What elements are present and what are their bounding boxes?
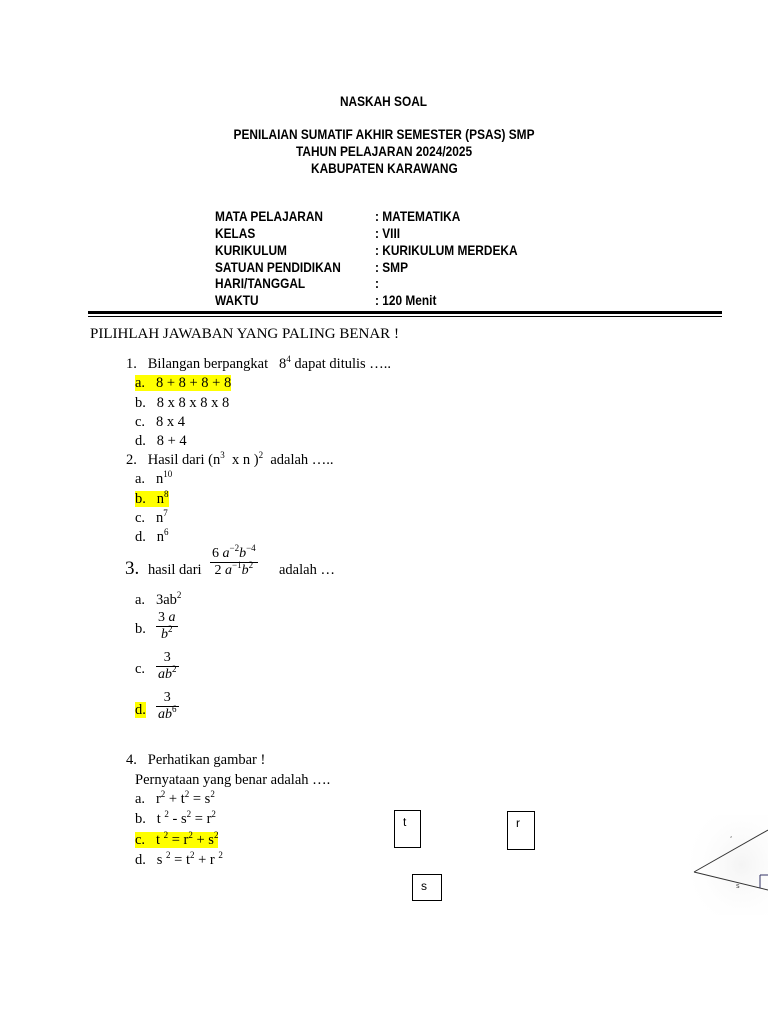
q3-option-a[interactable]: a. $3ab^2$ (135, 590, 182, 608)
label-box-t: t (394, 810, 421, 848)
q3-option-b-letter[interactable]: b. (135, 621, 146, 637)
regency: KABUPATEN KARAWANG (310, 161, 458, 176)
info-value: : SMP (375, 260, 409, 275)
q3-option-c-letter[interactable]: c. (135, 661, 146, 677)
academic-year: TAHUN PELAJARAN 2024/2025 (295, 144, 473, 159)
svg-text:,: , (730, 831, 733, 839)
exam-title: PENILAIAN SUMATIF AKHIR SEMESTER (PSAS) SMP (233, 127, 535, 142)
info-label: KURIKULUM (215, 243, 287, 258)
q1-option-b[interactable]: b. 8 x 8 x 8 x 8 (135, 395, 230, 411)
q3-option-b[interactable]: $\frac{3 a}{b^2}$ (158, 610, 176, 642)
q4-option-b[interactable]: b. t $^2 - s^2 = r^2$ (135, 809, 216, 827)
question-1: 1. Bilangan berpangkat $8^4$ dapat ditulis ….. (126, 354, 392, 372)
header-divider-thin (88, 316, 722, 317)
question-4: 4. Perhatikan gambar ! (126, 752, 266, 768)
question-3-text: hasil dari (148, 562, 202, 578)
label-box-r: r (507, 811, 535, 850)
question-3-number: 3. (125, 558, 140, 579)
label-box-s: s (412, 874, 442, 901)
q3-option-c[interactable]: $\frac{3}{ab^2}$ (158, 650, 177, 682)
info-value: : (375, 276, 379, 291)
q2-option-d[interactable]: d. $n^6$ (135, 527, 169, 545)
q1-option-d[interactable]: d. 8 + 4 (135, 433, 187, 449)
question-3-suffix: adalah … (279, 562, 335, 578)
info-label: KELAS (215, 226, 256, 241)
q4-option-c[interactable]: c. t $^2 = r^2 + s^2$ (135, 830, 219, 848)
q1-option-c[interactable]: c. 8 x 4 (135, 414, 185, 430)
q4-option-d[interactable]: d. s $^2 = t^2 + r$ $^2$ (135, 850, 223, 868)
document-title: NASKAH SOAL (340, 94, 428, 109)
q2-option-b[interactable]: b. $n^8$ (135, 489, 169, 507)
q4-option-a[interactable]: a. $r^2 + t^2 = s^2$ (135, 789, 215, 807)
question-2: 2. Hasil dari ($n^3$ x n )$^2$ adalah ….. (126, 450, 334, 468)
info-label: SATUAN PENDIDIKAN (215, 260, 341, 275)
info-value: : MATEMATIKA (375, 209, 461, 224)
q2-option-a[interactable]: a. $n^{10}$ (135, 469, 173, 487)
svg-text:s: s (736, 882, 740, 890)
header-divider (88, 311, 722, 314)
q2-option-c[interactable]: c. $n^7$ (135, 508, 168, 526)
instruction: PILIHLAH JAWABAN YANG PALING BENAR ! (90, 326, 399, 342)
info-label: WAKTU (215, 293, 259, 308)
q3-expression: $\frac{6 a^{-2}b^{-4}}{2 a^{-1}b^2}$ (212, 543, 256, 578)
info-label: HARI/TANGGAL (215, 276, 306, 291)
q1-option-a[interactable]: a. 8 + 8 + 8 + 8 (135, 375, 232, 391)
info-label: MATA PELAJARAN (215, 209, 324, 224)
q3-option-d[interactable]: $\frac{3}{ab^6}$ (158, 690, 177, 722)
q3-option-d-letter[interactable]: d. (135, 702, 146, 718)
right-triangle-figure (680, 815, 768, 915)
question-4-statement: Pernyataan yang benar adalah …. (135, 772, 331, 788)
info-value: : VIII (375, 226, 401, 241)
info-value: : 120 Menit (375, 293, 437, 308)
info-value: : KURIKULUM MERDEKA (375, 243, 518, 258)
